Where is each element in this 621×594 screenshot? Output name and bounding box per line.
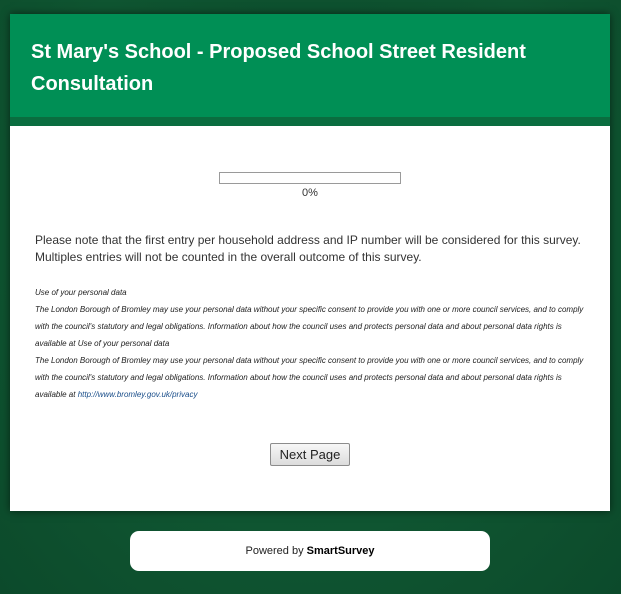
survey-card — [10, 14, 610, 511]
progress-indicator — [219, 172, 401, 199]
privacy-paragraph-1: The London Borough of Bromley may use your personal data without your specific consent to provide you with one or more council services, and to comply with the council's statutory and legal obligations. Information about how the council uses and protects personal data and about personal data rights is available at Use of your personal data — [35, 305, 584, 348]
smartsurvey-brand[interactable]: SmartSurvey — [306, 545, 375, 557]
privacy-paragraph-2-text: The London Borough of Bromley may use your personal data without your specific consent to provide you with one or more council services, and to comply with the council's statutory and legal obligations. Information about how the council uses and protects personal data and about personal data rights is available at — [35, 356, 584, 399]
survey-title: St Mary's School - Proposed School Street Resident Consultation — [31, 41, 526, 95]
powered-by-footer — [130, 531, 490, 571]
privacy-paragraph-2 — [35, 352, 595, 403]
powered-by-text: Powered by — [245, 545, 304, 557]
privacy-notice — [35, 284, 595, 403]
progress-bar — [219, 172, 401, 184]
privacy-heading: Use of your personal data — [35, 288, 127, 297]
entry-notice: Please note that the first entry per household address and IP number will be considered for this survey. Multiples entries will not be counted in the overall outcome of this survey. — [35, 233, 581, 264]
progress-label: 0% — [302, 187, 318, 199]
next-page-button[interactable]: Next Page — [270, 443, 350, 466]
survey-header — [10, 14, 610, 126]
privacy-link[interactable]: http://www.bromley.gov.uk/privacy — [77, 390, 198, 399]
